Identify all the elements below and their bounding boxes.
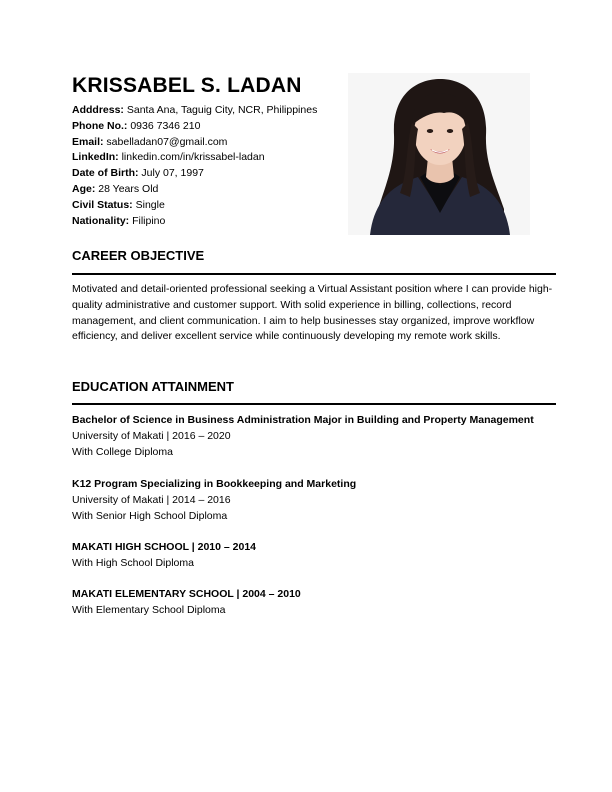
career-objective-heading: CAREER OBJECTIVE	[72, 248, 205, 263]
education-entry-note: With High School Diploma	[72, 556, 194, 569]
education-entry-school: University of Makati | 2014 – 2016	[72, 493, 231, 506]
info-label: Date of Birth:	[72, 167, 139, 180]
education-entry	[72, 587, 556, 619]
linkedin-row	[72, 150, 342, 166]
career-objective-text: Motivated and detail-oriented professional seeking a Virtual Assistant position where I can provide high-quality administrative and customer support. With solid experience in billing, collections, record management, and client communication. I aim to help businesses stay organized, improve workflow efficiency, and deliver excellent service while continuously developing my remote work skills.	[72, 283, 553, 343]
education-entry-note: With College Diploma	[72, 445, 173, 458]
applicant-name: KRISSABEL S. LADAN	[72, 74, 302, 97]
education-entry-title: MAKATI ELEMENTARY SCHOOL | 2004 – 2010	[72, 588, 301, 600]
career-objective-divider	[72, 273, 556, 275]
info-value: Filipino	[129, 214, 166, 227]
education-entry	[72, 540, 556, 572]
info-value: linkedin.com/in/krissabel-ladan	[118, 151, 265, 164]
nationality-row	[72, 214, 342, 230]
education-entry-note: With Senior High School Diploma	[72, 509, 228, 522]
phone-row	[72, 119, 342, 135]
profile-photo	[348, 73, 530, 235]
info-label: Civil Status:	[72, 198, 133, 211]
education-entry-title: MAKATI HIGH SCHOOL | 2010 – 2014	[72, 541, 257, 553]
birthdate-row	[72, 166, 342, 182]
email-row	[72, 135, 342, 151]
info-value: sabelladan07@gmail.com	[103, 135, 228, 148]
education-entry-note: With Elementary School Diploma	[72, 603, 226, 616]
info-label: Age:	[72, 182, 96, 195]
contact-info	[72, 103, 342, 229]
info-value: July 07, 1997	[138, 167, 204, 180]
education-entry-title: K12 Program Specializing in Bookkeeping and Marketing	[72, 478, 357, 490]
info-label: Phone No.:	[72, 119, 128, 132]
info-value: 28 Years Old	[95, 182, 159, 195]
info-value: Single	[132, 198, 165, 211]
education-entry-school: University of Makati | 2016 – 2020	[72, 429, 231, 442]
education-entry	[72, 413, 556, 460]
education-entry-title: Bachelor of Science in Business Administration Major in Building and Property Management	[72, 414, 534, 426]
info-label: Nationality:	[72, 214, 130, 227]
age-row	[72, 182, 342, 198]
address-row	[72, 103, 342, 119]
info-label: Adddress:	[72, 104, 124, 116]
info-value: 0936 7346 210	[127, 119, 201, 132]
info-label: LinkedIn:	[72, 151, 119, 164]
education-entry	[72, 477, 556, 524]
education-divider	[72, 403, 556, 405]
info-label: Email:	[72, 135, 104, 148]
education-heading: EDUCATION ATTAINMENT	[72, 379, 234, 394]
civil-status-row	[72, 198, 342, 214]
info-value: Santa Ana, Taguig City, NCR, Philippines	[123, 104, 318, 116]
